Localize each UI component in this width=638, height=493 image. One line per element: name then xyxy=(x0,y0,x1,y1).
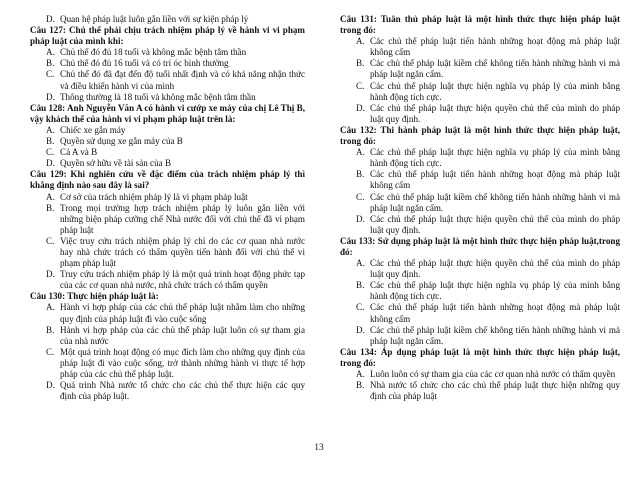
option-text: Quan hệ pháp luật luôn gắn liền với sự kiện pháp lý xyxy=(60,14,249,24)
answer-option xyxy=(30,302,305,324)
answer-option xyxy=(30,203,305,236)
option-key: B. xyxy=(356,280,365,291)
option-key: C. xyxy=(356,80,365,91)
option-text: Quyền sử dụng xe gắn máy của B xyxy=(60,136,183,147)
option-text: Các chủ thể pháp luật kiềm chế không tiến hành những hành vi mà pháp luật ngăn cấm. xyxy=(370,58,620,80)
question-title: Câu 127: Chủ thể phải chịu trách nhiệm pháp lý về hành vi vi phạm pháp luật của mình khi: xyxy=(30,25,305,47)
option-key: A. xyxy=(46,302,55,313)
option-text: Hành vi hợp pháp của các chủ thể pháp luật nhằm làm cho những quy định của pháp luật đi vào cuộc sống xyxy=(60,302,305,324)
option-text: Chủ thể đó đã đạt đến độ tuổi nhất định và có khả năng nhận thức và điều khiển hành vi của mình xyxy=(60,69,305,91)
option-key: C. xyxy=(356,191,365,202)
option-key: B. xyxy=(46,202,55,213)
question-title: Câu 128: Anh Nguyễn Văn A có hành vi cướp xe máy của chị Lê Thị B, vậy khách thể của hành vi vi phạm pháp luật trên là: xyxy=(30,102,305,124)
option-key: B. xyxy=(356,380,365,391)
answer-option xyxy=(30,192,305,203)
option-text: Các chủ thể pháp luật thực hiện quyền chủ thể của mình do pháp luật quy định. xyxy=(370,213,620,235)
option-text: Các chủ thể pháp luật kiềm chế không tiến hành những hành vi mà pháp luật ngăn cấm. xyxy=(370,324,620,346)
option-text: Các chủ thể pháp luật thực hiện nghĩa vụ pháp lý của mình bằng hành động tích cực. xyxy=(370,80,620,102)
option-key: C. xyxy=(46,69,55,80)
question-title: Câu 134: Áp dụng pháp luật là một hình thức thực hiện pháp luật, trong đó: xyxy=(340,346,620,368)
left-question-list xyxy=(30,25,305,402)
option-key: D. xyxy=(356,213,365,224)
option-text: Các chủ thể pháp luật thực hiện nghĩa vụ pháp lý của mình bằng hành động tích cực. xyxy=(370,147,620,169)
question-block xyxy=(340,125,620,236)
option-text: Cả A và B xyxy=(60,147,98,158)
answer-option xyxy=(340,214,620,236)
option-key: A. xyxy=(356,369,365,379)
answer-option xyxy=(30,47,305,58)
option-key: A. xyxy=(356,36,365,47)
option-text: Nhà nước tổ chức cho các chủ thể pháp luật thực hiện những quy định của pháp luật xyxy=(370,380,620,402)
question-block xyxy=(30,103,305,170)
answer-option xyxy=(340,169,620,191)
option-text: Một quá trình hoạt động có mục đích làm cho những quy định của pháp luật đi vào cuộc sống, trở thành những hành vi thực tế hợp pháp của các chủ thể pháp luật. xyxy=(60,346,305,379)
option-key: B. xyxy=(46,324,55,335)
option-key: D. xyxy=(46,380,55,391)
question-title: Câu 132: Thi hành pháp luật là một hình thức thực hiện pháp luật, trong đó: xyxy=(340,124,620,147)
answer-option xyxy=(30,125,305,136)
answer-option xyxy=(340,258,620,280)
option-key: B. xyxy=(46,58,55,69)
question-126-option-d xyxy=(30,14,305,25)
option-key: D. xyxy=(46,91,55,102)
option-key: D. xyxy=(46,269,55,280)
option-key: B. xyxy=(356,58,365,69)
option-text: Các chủ thể pháp luật thực hiện quyền chủ thể của mình do pháp luật quy định. xyxy=(370,258,620,280)
option-key: D. xyxy=(356,102,365,113)
option-text: Các chủ thể pháp luật tiến hành những hoạt động mà pháp luật không cấm xyxy=(370,36,620,58)
answer-option xyxy=(30,269,305,291)
question-title: Câu 131: Tuân thủ pháp luật là một hình thức thực hiện pháp luật trong đó: xyxy=(340,14,620,36)
answer-option xyxy=(340,369,620,380)
option-key: C. xyxy=(46,147,55,158)
answer-option xyxy=(30,236,305,269)
answer-option xyxy=(30,325,305,347)
option-text: Truy cứu trách nhiệm pháp lý là một quá trình hoạt động phức tạp của các cơ quan nhà nước, nhà chức trách có thẩm quyền xyxy=(60,269,305,291)
option-text: Chủ thể đó đủ 16 tuổi và có trí óc bình thường xyxy=(60,58,229,69)
option-key: C. xyxy=(356,302,365,313)
option-text: Hành vi hợp pháp của các chủ thể pháp luật luôn có sự tham gia của nhà nước xyxy=(60,324,305,346)
right-column xyxy=(340,14,620,402)
answer-option xyxy=(340,380,620,402)
option-key: D. xyxy=(46,14,55,24)
left-column xyxy=(30,14,305,402)
option-text: Cơ sở của trách nhiệm pháp lý là vi phạm pháp luật xyxy=(60,191,248,202)
question-block xyxy=(30,169,305,291)
option-key: A. xyxy=(356,147,365,158)
page-number: 13 xyxy=(314,443,324,453)
option-key: A. xyxy=(46,47,55,58)
option-text: Các chủ thể pháp luật thực hiện quyền chủ thể của mình do pháp luật quy định. xyxy=(370,102,620,124)
answer-option xyxy=(340,81,620,103)
answer-option xyxy=(30,147,305,158)
option-key: B. xyxy=(356,169,365,180)
question-title: Câu 129: Khi nghiên cứu về đặc điểm của trách nhiệm pháp lý thì khẳng định nào sau đây là sai? xyxy=(30,169,305,191)
answer-option xyxy=(30,158,305,169)
answer-option xyxy=(340,103,620,125)
answer-option xyxy=(30,380,305,402)
question-block xyxy=(340,236,620,347)
option-text: Thông thường là 18 tuổi và không mắc bệnh tâm thần xyxy=(60,91,256,102)
option-text: Trong mọi trường hợp trách nhiệm pháp lý luôn gắn liền với những biện pháp cưỡng chế Nhà nước đối với chủ thể đã vi phạm pháp luật xyxy=(60,202,305,235)
right-question-list xyxy=(340,14,620,402)
option-text: Các chủ thể pháp luật thực hiện nghĩa vụ pháp lý của mình bằng hành động tích cực. xyxy=(370,280,620,302)
option-key: C. xyxy=(46,346,55,357)
answer-option xyxy=(340,280,620,302)
answer-option xyxy=(30,69,305,91)
answer-option xyxy=(30,347,305,380)
option-text: Việc truy cứu trách nhiệm pháp lý chỉ do các cơ quan nhà nước hay nhà chức trách có thẩm quyền tiến hành đối với chủ thể vi phạm pháp luật xyxy=(60,235,305,269)
option-key: A. xyxy=(46,191,55,202)
question-title: Câu 130: Thực hiện pháp luật là: xyxy=(30,291,159,302)
answer-option xyxy=(30,92,305,103)
option-key: A. xyxy=(356,258,365,269)
option-key: D. xyxy=(46,158,55,169)
option-key: B. xyxy=(46,136,55,147)
answer-option xyxy=(340,302,620,324)
answer-option xyxy=(340,36,620,58)
answer-option xyxy=(340,147,620,169)
option-text: Chiếc xe gắn máy xyxy=(60,124,126,135)
answer-option xyxy=(30,136,305,147)
answer-option xyxy=(30,58,305,69)
answer-option xyxy=(340,58,620,80)
option-text: Quá trình Nhà nước tổ chức cho các chủ thể thực hiện các quy định của pháp luật. xyxy=(60,380,305,402)
question-block xyxy=(30,25,305,103)
option-key: C. xyxy=(46,235,55,246)
option-text: Các chủ thể pháp luật tiến hành những hoạt động mà pháp luật không cấm xyxy=(370,169,620,191)
option-key: A. xyxy=(46,124,55,135)
option-text: Luôn luôn có sự tham gia của các cơ quan nhà nước có thẩm quyền xyxy=(370,369,616,379)
option-text: Các chủ thể pháp luật kiềm chế không tiến hành những hành vi mà pháp luật ngăn cấm. xyxy=(370,191,620,213)
question-block xyxy=(340,347,620,402)
answer-option xyxy=(340,325,620,347)
question-block xyxy=(30,291,305,402)
option-text: Các chủ thể pháp luật tiến hành những hoạt động mà pháp luật không cấm xyxy=(370,302,620,324)
option-text: Quyền sở hữu về tài sản của B xyxy=(60,158,172,169)
answer-option xyxy=(340,192,620,214)
question-block xyxy=(340,14,620,125)
option-text: Chủ thể đó đủ 18 tuổi và không mắc bệnh tâm thần xyxy=(60,47,247,58)
option-key: D. xyxy=(356,324,365,335)
question-title: Câu 133: Sử dụng pháp luật là một hình thức thực hiện pháp luật,trong đó: xyxy=(340,235,620,257)
